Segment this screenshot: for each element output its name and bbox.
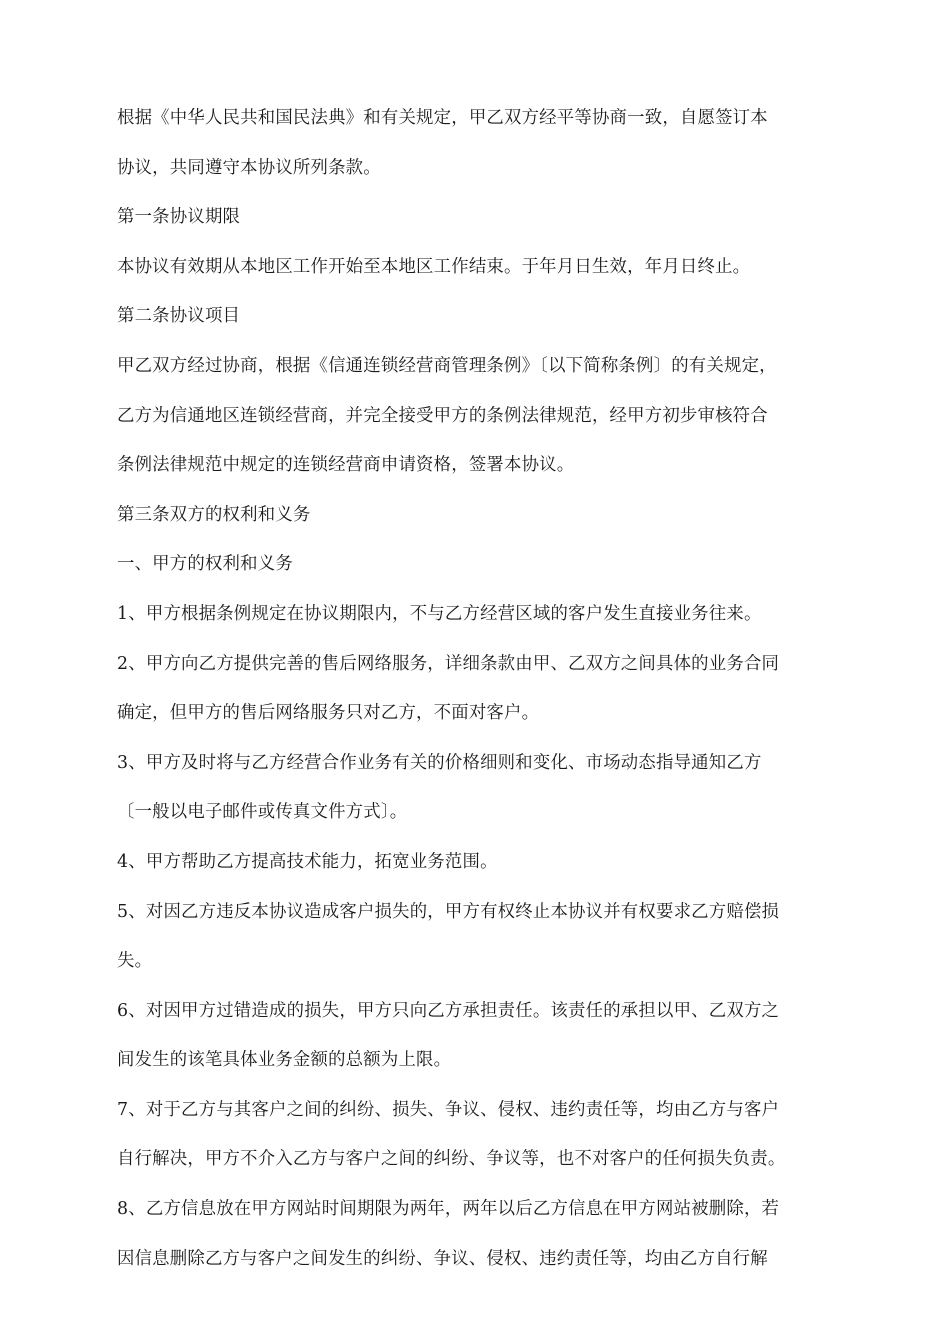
- clause-line: 1、甲方根据条例规定在协议期限内，不与乙方经营区域的客户发生直接业务往来。: [117, 603, 762, 624]
- clause-line: 失。: [117, 951, 153, 972]
- clause-line: 确定，但甲方的售后网络服务只对乙方，不面对客户。: [117, 703, 540, 724]
- clause-line: 7、对于乙方与其客户之间的纠纷、损失、争议、侵权、违约责任等，均由乙方与客户: [117, 1099, 780, 1120]
- article-heading: 第一条协议期限: [117, 207, 241, 228]
- document-body: [117, 94, 847, 1284]
- clause-line: 6、对因甲方过错造成的损失，甲方只向乙方承担责任。该责任的承担以甲、乙双方之: [117, 1000, 780, 1021]
- paragraph-line: 本协议有效期从本地区工作开始至本地区工作结束。于年月日生效，年月日终止。: [117, 256, 751, 277]
- clause-line: 8、乙方信息放在甲方网站时间期限为两年，两年以后乙方信息在甲方网站被删除，若: [117, 1199, 780, 1220]
- paragraph-line: 协议，共同遵守本协议所列条款。: [117, 157, 381, 178]
- clause-line: 间发生的该笔具体业务金额的总额为上限。: [117, 1050, 452, 1071]
- paragraph-line: 甲乙双方经过协商，根据《信通连锁经营商管理条例》〔以下简称条例〕的有关规定，: [117, 355, 777, 376]
- paragraph-line: 根据《中华人民共和国民法典》和有关规定，甲乙双方经平等协商一致，自愿签订本: [117, 108, 768, 128]
- article-heading: 第三条双方的权利和义务: [117, 504, 311, 525]
- clause-line: 自行解决，甲方不介入乙方与客户之间的纠纷、争议等，也不对客户的任何损失负责。: [117, 1149, 786, 1170]
- clause-line: 〔一般以电子邮件或传真文件方式〕。: [117, 802, 408, 823]
- clause-line: 3、甲方及时将与乙方经营合作业务有关的价格细则和变化、市场动态指导通知乙方: [117, 752, 762, 773]
- clause-line: 4、甲方帮助乙方提高技术能力，拓宽业务范围。: [117, 851, 498, 872]
- paragraph-line: 条例法律规范中规定的连锁经营商申请资格，签署本协议。: [117, 455, 575, 476]
- paragraph-line: 乙方为信通地区连锁经营商，并完全接受甲方的条例法律规范，经甲方初步审核符合: [117, 405, 768, 426]
- clause-line: 因信息删除乙方与客户之间发生的纠纷、争议、侵权、违约责任等，均由乙方自行解: [117, 1248, 768, 1269]
- clause-line: 2、甲方向乙方提供完善的售后网络服务，详细条款由甲、乙双方之间具体的业务合同: [117, 653, 780, 674]
- clause-line: 5、对因乙方违反本协议造成客户损失的，甲方有权终止本协议并有权要求乙方赔偿损: [117, 901, 780, 922]
- section-heading: 一、甲方的权利和义务: [117, 554, 293, 575]
- article-heading: 第二条协议项目: [117, 306, 241, 327]
